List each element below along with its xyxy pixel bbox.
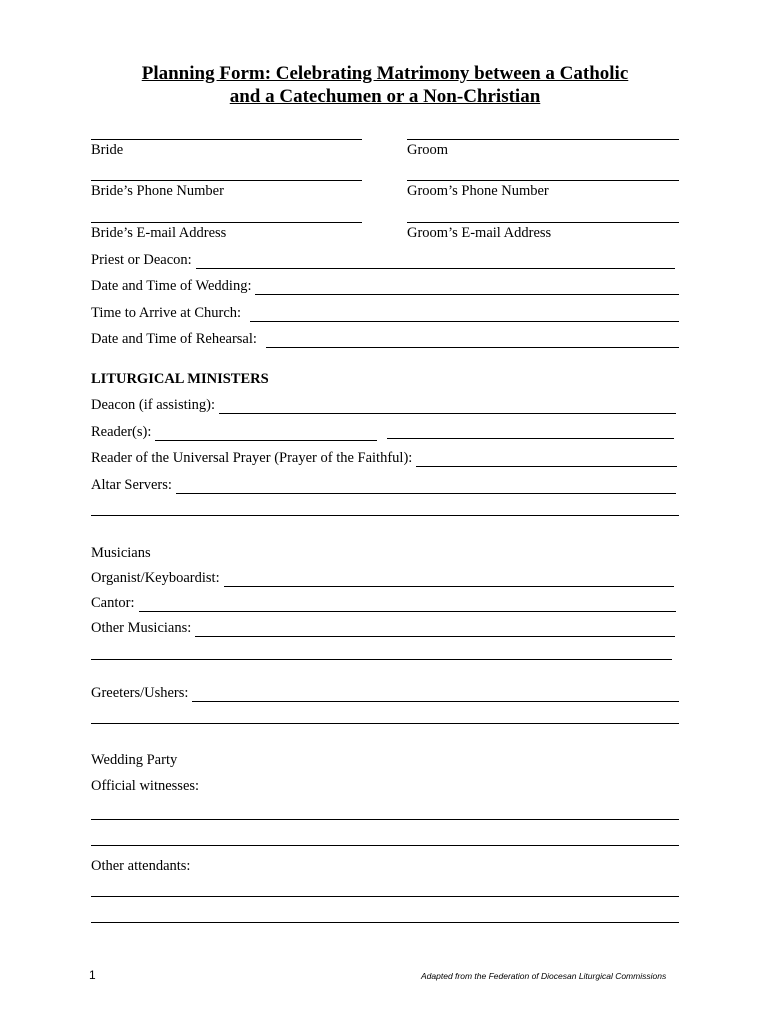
universal-prayer-reader-line[interactable]	[416, 453, 677, 467]
groom-phone-label: Groom’s Phone Number	[407, 183, 549, 199]
deacon-field[interactable]	[91, 397, 676, 414]
groom-email-field[interactable]	[407, 222, 679, 223]
groom-email-label: Groom’s E-mail Address	[407, 225, 552, 241]
bride-field[interactable]	[91, 139, 362, 140]
wedding-date-field[interactable]	[91, 278, 679, 295]
rehearsal-field[interactable]	[91, 331, 679, 348]
wedding-date-line[interactable]	[255, 281, 679, 295]
universal-prayer-reader-field[interactable]	[91, 450, 677, 467]
altar-servers-extra-line[interactable]	[91, 515, 679, 516]
reader-1-field[interactable]	[91, 424, 377, 441]
greeters-ushers-label: Greeters/Ushers:	[91, 685, 189, 701]
groom-label: Groom	[407, 142, 449, 158]
deacon-label: Deacon (if assisting):	[91, 397, 216, 413]
musicians-heading: Musicians	[91, 545, 151, 561]
cantor-field[interactable]	[91, 595, 676, 612]
rehearsal-label: Date and Time of Rehearsal:	[91, 331, 257, 347]
witnesses-line-2[interactable]	[91, 845, 679, 846]
arrive-time-field[interactable]	[91, 305, 679, 322]
greeters-ushers-line[interactable]	[192, 688, 679, 702]
attendants-line-1[interactable]	[91, 896, 679, 897]
greeters-ushers-extra-line[interactable]	[91, 723, 679, 724]
greeters-ushers-field[interactable]	[91, 685, 679, 702]
arrive-time-line[interactable]	[250, 308, 679, 322]
priest-deacon-label: Priest or Deacon:	[91, 252, 192, 268]
reader-1-line[interactable]	[155, 427, 377, 441]
witnesses-line-1[interactable]	[91, 819, 679, 820]
rehearsal-line[interactable]	[266, 334, 679, 348]
other-musicians-label: Other Musicians:	[91, 620, 192, 636]
footer-credit: Adapted from the Federation of Diocesan Liturgical Commissions	[421, 971, 667, 981]
form-title-line-1: Planning Form: Celebrating Matrimony between a Catholic	[141, 63, 629, 84]
other-musicians-field[interactable]	[91, 620, 675, 637]
organist-label: Organist/Keyboardist:	[91, 570, 220, 586]
wedding-party-heading: Wedding Party	[91, 752, 178, 768]
other-attendants-label: Other attendants:	[91, 858, 191, 874]
attendants-line-2[interactable]	[91, 922, 679, 923]
reader-2-field[interactable]	[387, 438, 674, 439]
form-title-line-2: and a Catechumen or a Non-Christian	[229, 86, 541, 107]
liturgical-ministers-heading: LITURGICAL MINISTERS	[91, 371, 269, 387]
other-musicians-extra-line[interactable]	[91, 659, 672, 660]
priest-deacon-field[interactable]	[91, 252, 675, 269]
deacon-line[interactable]	[219, 400, 676, 414]
bride-phone-label: Bride’s Phone Number	[91, 183, 224, 199]
groom-field[interactable]	[407, 139, 679, 140]
bride-email-field[interactable]	[91, 222, 362, 223]
groom-phone-field[interactable]	[407, 180, 679, 181]
altar-servers-line[interactable]	[176, 480, 676, 494]
readers-label: Reader(s):	[91, 424, 152, 440]
wedding-date-label: Date and Time of Wedding:	[91, 278, 252, 294]
other-musicians-line[interactable]	[195, 623, 675, 637]
arrive-time-label: Time to Arrive at Church:	[91, 305, 242, 321]
cantor-label: Cantor:	[91, 595, 135, 611]
organist-line[interactable]	[224, 573, 674, 587]
cantor-line[interactable]	[139, 598, 677, 612]
priest-deacon-line[interactable]	[196, 255, 675, 269]
official-witnesses-label: Official witnesses:	[91, 778, 200, 794]
altar-servers-label: Altar Servers:	[91, 477, 172, 493]
altar-servers-field[interactable]	[91, 477, 676, 494]
bride-phone-field[interactable]	[91, 180, 362, 181]
bride-email-label: Bride’s E-mail Address	[91, 225, 227, 241]
organist-field[interactable]	[91, 570, 674, 587]
bride-label: Bride	[91, 142, 124, 158]
universal-prayer-reader-label: Reader of the Universal Prayer (Prayer of the Faithful):	[91, 450, 413, 466]
page-number: 1	[89, 968, 96, 982]
